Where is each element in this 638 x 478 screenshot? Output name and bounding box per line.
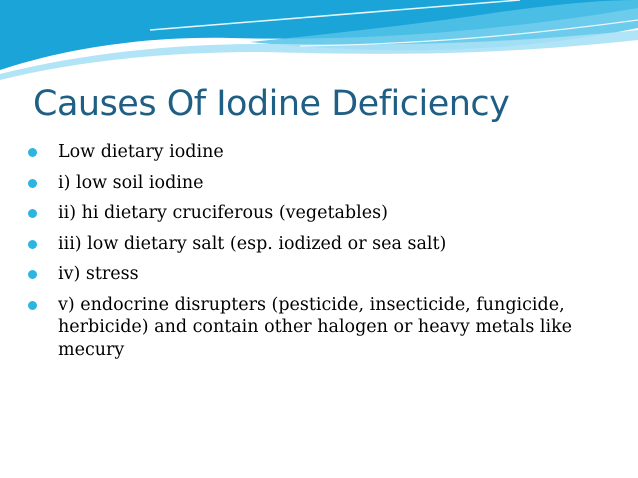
bullet-dot-icon: [28, 240, 37, 249]
bullet-text: ii) hi dietary cruciferous (vegetables): [58, 203, 388, 223]
bullet-item: [24, 141, 604, 164]
bullet-text: Low dietary iodine: [58, 142, 224, 162]
bullet-item: [24, 263, 604, 286]
bullet-item: [24, 172, 604, 195]
bullet-text: i) low soil iodine: [58, 172, 204, 193]
header-wave-decoration: [0, 0, 638, 80]
bullet-text: iii) low dietary salt (esp. iodized or sea salt): [58, 233, 447, 254]
bullet-dot-icon: [28, 148, 37, 157]
bullet-text: iv) stress: [58, 264, 139, 284]
bullet-text: v) endocrine disrupters (pesticide, insecticide, fungicide, herbicide) and contain other halogen or heavy metals like mecury: [58, 294, 573, 360]
bullet-dot-icon: [28, 270, 37, 279]
bullet-item: [24, 294, 604, 362]
bullet-dot-icon: [28, 301, 37, 310]
bullet-list: [24, 141, 604, 369]
bullet-item: [24, 233, 604, 256]
bullet-dot-icon: [28, 179, 37, 188]
bullet-dot-icon: [28, 209, 37, 218]
bullet-item: [24, 202, 604, 225]
slide-title: Causes Of Iodine Deficiency: [33, 84, 510, 124]
